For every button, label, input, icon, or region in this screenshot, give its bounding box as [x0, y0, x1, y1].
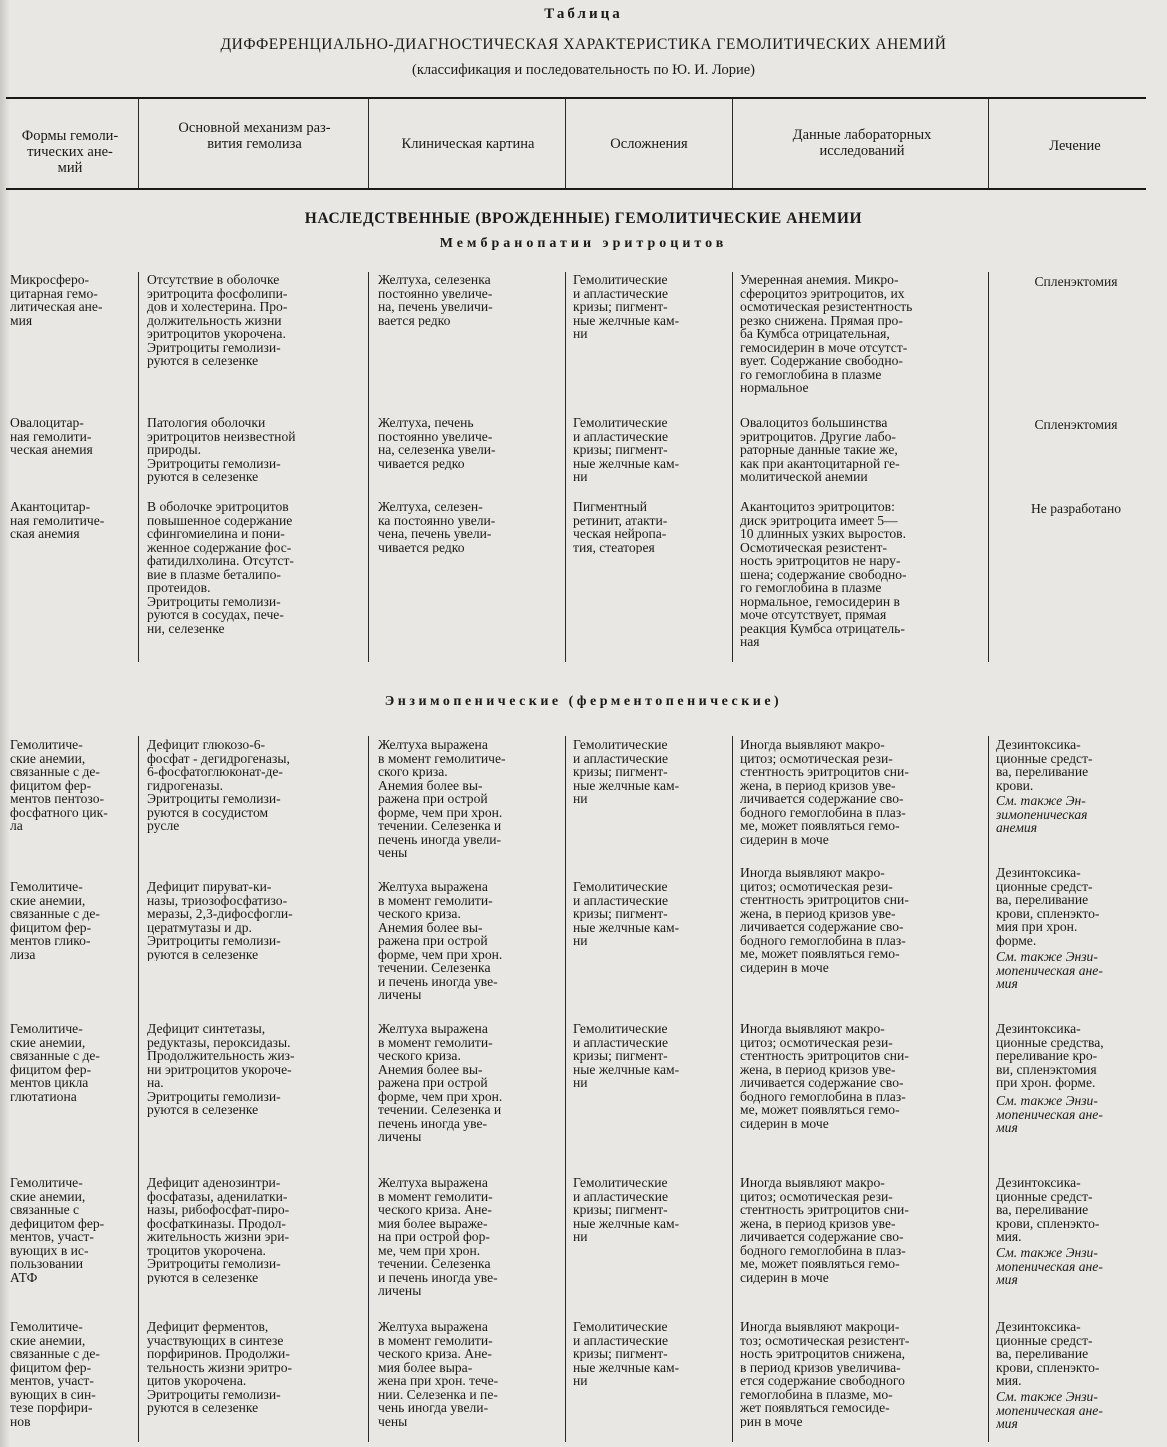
table-cell-form: Гемолитиче- ские анемии, связанные с де- фицитом фер- ментов пентозо- фосфатного цик- ла — [10, 738, 108, 833]
table-cell-mechanism: Дефицит аденозинтри- фосфатазы, аденилатки- назы, рибофосфат-пиро- фосфаткиназы. Продол- жительность жизни эри- троцитов укорочена. Эритроциты гемолизи- руются в селезенке — [147, 1176, 290, 1284]
table-cell-form: Гемолитиче- ские анемии, связанные с де- фицитом фер- ментов глико- лиза — [10, 880, 100, 961]
table-cell-mechanism: Дефицит глюкозо-6- фосфат - дегидрогеназы, 6-фосфатоглюконат-де- гидрогеназы. Эритроциты гемолизи- руются в сосудистом русле — [147, 738, 290, 833]
subsection-heading-membranopathies: Мембранопатии эритроцитов — [439, 236, 728, 251]
table-cell-treatment-reference: См. также Энзи- мопеническая ане- мия — [996, 1390, 1103, 1431]
table-cell-lab: Иногда выявляют макро- цитоз; осмотическая рези- стентность эритроцитов сни- жена, в период кризов уве- личивается содержание сво- бодного гемоглобина в плаз- ме, может появляться гемо- сидерин в моче — [740, 1022, 909, 1130]
column-divider — [138, 272, 139, 662]
table-cell-lab: Иногда выявляют макро- цитоз; осмотическая рези- стентность эритроцитов сни- жена, в период кризов уве- личивается содержание сво- бодного гемоглобина в плаз- ме, может появляться гемо- сидерин в моче — [740, 866, 909, 974]
table-cell-complications: Гемолитические и апластические кризы; пигмент- ные желчные кам- ни — [573, 1176, 680, 1244]
table-cell-treatment: Дезинтоксика- ционные средст- ва, переливание крови, спленэкто- мия. — [996, 1320, 1100, 1388]
header-top-rule — [6, 97, 1146, 99]
header-divider — [138, 99, 139, 188]
table-cell-treatment-reference: См. также Энзи- мопеническая ане- мия — [996, 1246, 1103, 1287]
table-cell-clinic: Желтуха, печень постоянно увеличе- на, селезенка увели- чивается редко — [378, 416, 496, 470]
table-cell-form: Гемолитиче- ские анемии, связанные с де- фицитом фер- ментов цикла глютатиона — [10, 1022, 100, 1103]
column-divider — [988, 272, 989, 662]
table-cell-lab: Овалоцитоз большинства эритроцитов. Другие лабо- раторные данные такие же, как при акантоцитарной ге- молитической анемии — [740, 416, 900, 484]
table-cell-clinic: Желтуха, селезен- ка постоянно увели- чена, печень увели- чивается редко — [378, 500, 496, 554]
col-header-mechanism: Основной механизм раз- вития гемолиза — [178, 120, 331, 152]
col-header-forms: Формы гемоли- тических ане- мий — [21, 128, 119, 176]
table-cell-lab: Умеренная анемия. Микро- сфероцитоз эритроцитов, их осмотическая резистентность резко снижена. Прямая про- ба Кумбса отрицательная, гемосидерин в моче отсутст- вует. Содержание свободно- го гемоглобина в плазме нормальное — [740, 273, 913, 395]
table-cell-complications: Гемолитические и апластические кризы; пигмент- ные желчные кам- ни — [573, 738, 680, 806]
section-heading-hereditary: НАСЛЕДСТВЕННЫЕ (ВРОЖДЕННЫЕ) ГЕМОЛИТИЧЕСКИЕ АНЕМИИ — [304, 210, 863, 227]
column-divider — [368, 736, 369, 1442]
table-cell-mechanism: Дефицит пируват-ки- назы, триозофосфатизо- меразы, 2,3-дифосфогли- цератмутазы и др. Эритроциты гемолизи- руются в селезенке — [147, 880, 293, 961]
table-cell-lab: Иногда выявляют макро- цитоз; осмотическая рези- стентность эритроцитов сни- жена, в период кризов уве- личивается содержание сво- бодного гемоглобина в плаз- ме, может появляться гемо- сидерин в моче — [740, 738, 909, 846]
table-cell-form: Микросферо- цитарная гемо- литическая ане- мия — [10, 273, 103, 327]
table-cell-form: Гемолитиче- ские анемии, связанные с дефицитом фер- ментов, участ- вующих в ис- пользовании АТФ — [10, 1176, 105, 1284]
table-cell-clinic: Желтуха выражена в момент гемолитиче- ского криза. Анемия более вы- ражена при острой форме, чем при хрон. течении. Селезенка и печень иногда увели- чены — [378, 738, 506, 860]
table-cell-treatment: Дезинтоксика- ционные средства, переливание кро- ви, спленэктомия при хрон. форме. — [996, 1022, 1104, 1090]
table-cell-lab: Иногда выявляют макро- цитоз; осмотическая рези- стентность эритроцитов сни- жена, в период кризов уве- личивается содержание сво- бодного гемоглобина в плаз- ме, может появляться гемо- сидерин в моче — [740, 1176, 909, 1284]
table-cell-form: Гемолитиче- ские анемии, связанные с де- фицитом фер- ментов, участ- вующих в син- тезе порфири- нов — [10, 1320, 100, 1428]
table-cell-form: Акантоцитар- ная гемолитиче- ская анемия — [10, 500, 105, 541]
table-cell-mechanism: В оболочке эритроцитов повышенное содержание сфингомиелина и пони- женное содержание фос- фатидилхолина. Отсутст- вие в плазме беталипо- протеидов. Эритроциты гемолизи- руются в сосудах, пече- ни, селезенке — [147, 500, 294, 635]
table-cell-clinic: Желтуха выражена в момент гемолити- ческого криза. Ане- мия более выраже- на при острой фор- ме, чем при хрон. течении. Селезенка и печень иногда уве- личены — [378, 1176, 498, 1298]
table-cell-complications: Гемолитические и апластические кризы; пигмент- ные желчные кам- ни — [573, 1320, 680, 1388]
col-header-lab: Данные лабораторных исследований — [792, 127, 932, 159]
table-cell-lab: Иногда выявляют макроци- тоз; осмотическая резистент- ность эритроцитов снижена, в период кризов увеличива- ется содержание свободного гемоглобина в плазме, мо- жет появляться гемосиде- рин в моче — [740, 1320, 910, 1428]
header-divider — [732, 99, 733, 188]
header-divider — [988, 99, 989, 188]
table-cell-complications: Пигментный ретинит, атакти- ческая нейропа- тия, стеаторея — [573, 500, 668, 554]
table-cell-treatment: Дезинтоксика- ционные средст- ва, переливание крови, спленэкто- мия. — [996, 1176, 1100, 1244]
section-heading-enzymopenic: Энзимопенические (ферментопенические) — [384, 694, 783, 709]
col-header-clinic: Клиническая картина — [401, 136, 535, 152]
column-divider — [368, 272, 369, 662]
table-cell-treatment: Дезинтоксика- ционные средст- ва, переливание крови. — [996, 738, 1093, 792]
table-cell-form: Овалоцитар- ная гемолити- ческая анемия — [10, 416, 93, 457]
col-header-complications: Осложнения — [610, 136, 688, 152]
column-divider — [732, 272, 733, 662]
table-cell-treatment-reference: См. также Эн- зимопеническая анемия — [996, 794, 1088, 835]
table-cell-complications: Гемолитические и апластические кризы; пигмент- ные желчные кам- ни — [573, 880, 680, 948]
table-cell-clinic: Желтуха выражена в момент гемолити- ческого криза. Ане- мия более выра- жена при хрон. тече- нии. Селезенка и пе- чень иногда увели- чены — [378, 1320, 499, 1428]
table-cell-treatment-reference: См. также Энзи- мопеническая ане- мия — [996, 950, 1103, 991]
table-title: ДИФФЕРЕНЦИАЛЬНО-ДИАГНОСТИЧЕСКАЯ ХАРАКТЕРИСТИКА ГЕМОЛИТИЧЕСКИХ АНЕМИЙ — [220, 36, 947, 53]
table-cell-mechanism: Дефицит синтетазы, редуктазы, пероксидазы. Продолжительность жиз- ни эритроцитов укороче- на. Эритроциты гемолизи- руются в селезенке — [147, 1022, 295, 1117]
table-cell-treatment: Не разработано — [1030, 502, 1122, 516]
table-cell-treatment-reference: См. также Энзи- мопеническая ане- мия — [996, 1094, 1103, 1135]
table-cell-clinic: Желтуха, селезенка постоянно увеличе- на, печень увеличи- вается редко — [378, 273, 493, 327]
header-divider — [368, 99, 369, 188]
table-cell-mechanism: Патология оболочки эритроцитов неизвестной природы. Эритроциты гемолизи- руются в селезенке — [147, 416, 296, 484]
table-cell-lab: Акантоцитоз эритроцитов: диск эритроцита имеет 5— 10 длинных узких выростов. Осмотическая резистент- ность эритроцитов не нару- шена; содержание свободно- го гемоглобина в плазме нормальное, гемосидерин в моче отсутствует, прямая реакция Кумбса отрицатель- ная — [740, 500, 907, 649]
table-cell-treatment: Спленэктомия — [1034, 418, 1118, 432]
table-cell-clinic: Желтуха выражена в момент гемолити- ческого криза. Анемия более вы- ражена при острой форме, чем при хрон. течении. Селезенка и печень иногда уве- личены — [378, 1022, 503, 1144]
table-cell-complications: Гемолитические и апластические кризы; пигмент- ные желчные кам- ни — [573, 1022, 680, 1090]
table-note: (классификация и последовательность по Ю. И. Лорие) — [412, 62, 755, 78]
column-divider — [138, 736, 139, 1442]
column-divider — [988, 736, 989, 1442]
table-cell-treatment: Дезинтоксика- ционные средст- ва, переливание крови, спленэкто- мия при хрон. форме. — [996, 866, 1100, 947]
table-cell-mechanism: Дефицит ферментов, участвующих в синтезе порфиринов. Продолжи- тельность жизни эритро- цитов укорочена. Эритроциты гемолизи- руются в селезенке — [147, 1320, 293, 1415]
column-divider — [565, 272, 566, 662]
table-label: Таблица — [544, 6, 623, 22]
column-divider — [565, 736, 566, 1442]
column-divider — [732, 736, 733, 1442]
header-bottom-rule — [6, 188, 1146, 190]
table-cell-clinic: Желтуха выражена в момент гемолити- ческого криза. Анемия более вы- ражена при острой форме, чем при хрон. течении. Селезенка и печень иногда уве- личены — [378, 880, 503, 1002]
table-cell-complications: Гемолитические и апластические кризы; пигмент- ные желчные кам- ни — [573, 416, 680, 484]
table-cell-mechanism: Отсутствие в оболочке эритроцита фосфолипи- дов и холестерина. Про- должительность жизни эритроцитов укорочена. Эритроциты гемолизи- руются в селезенке — [147, 273, 288, 368]
header-divider — [565, 99, 566, 188]
table-cell-treatment: Спленэктомия — [1034, 275, 1118, 289]
table-cell-complications: Гемолитические и апластические кризы; пигмент- ные желчные кам- ни — [573, 273, 680, 341]
col-header-treatment: Лечение — [1049, 138, 1101, 154]
